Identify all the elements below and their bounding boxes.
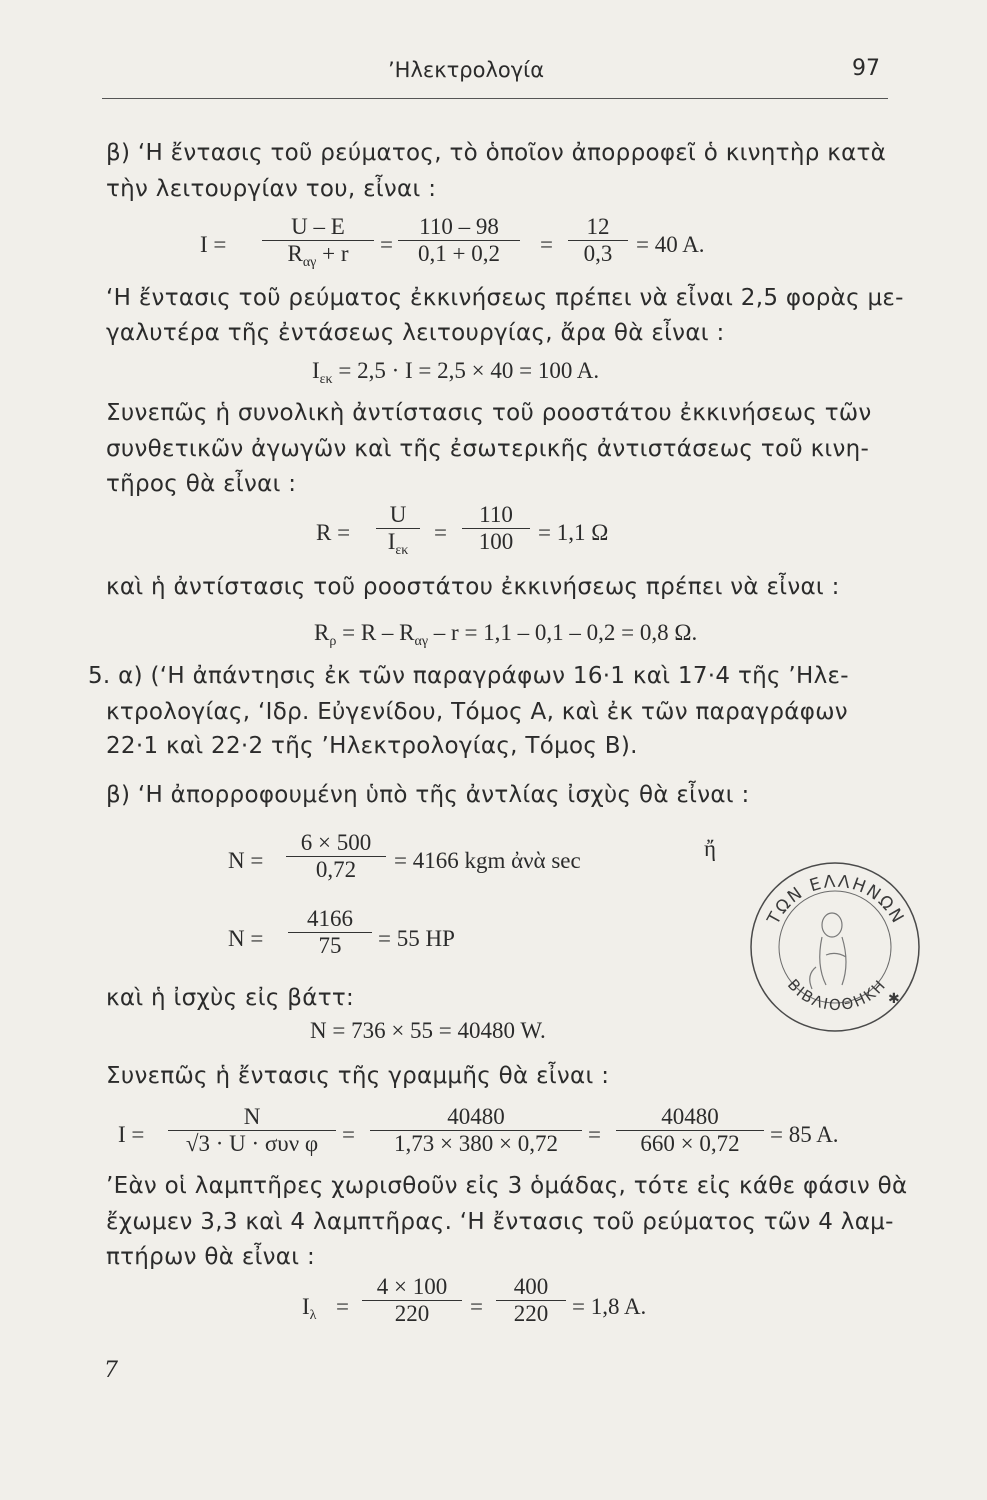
header-rule [102, 98, 888, 99]
equation-start-current: $I_{\varepsilon\kappa} = 2,5 \cdot I = 2,5 \times 40 = 100$ A. [312, 358, 600, 387]
text-line: β) ‘Η ἀπορροφουμένη ὑπὸ τῆς ἀντλίας ἰσχὺς θὰ εἶναι : [106, 782, 750, 808]
eq-lhs: $I_\lambda$ [302, 1294, 317, 1323]
text-line: καὶ ἡ ἀντίστασις τοῦ ροοστάτου ἐκκινήσεως πρέπει νὰ εἶναι : [106, 574, 840, 600]
text-line: κτρολογίας, ‘Ιδρ. Εὐγενίδου, Τόμος Α, καὶ ἐκ τῶν παραγράφων [106, 699, 848, 725]
text-line: β) ‘Η ἔντασις τοῦ ρεύματος, τὸ ὁποῖον ἀπορροφεῖ ὁ κινητὴρ κατὰ [106, 140, 887, 166]
fraction: $\frac{400}{220}$ [496, 1274, 566, 1327]
text-line: ‘Η ἔντασις τοῦ ρεύματος ἐκκινήσεως πρέπει νὰ εἶναι 2,5 φορὰς με- [106, 285, 904, 311]
eq-result: = 40 A. [636, 232, 705, 257]
fraction: U – E $R_{\alpha\gamma} + r$ [262, 214, 374, 271]
library-stamp [746, 855, 924, 1033]
text-line: ’Εὰν οἱ λαμπτῆρες χωρισθοῦν εἰς 3 ὁμάδας, τότε εἰς κάθε φάσιν θὰ [106, 1173, 908, 1199]
text-line: τῆρος θὰ εἶναι : [106, 471, 297, 497]
eq-lhs: R = [316, 520, 351, 545]
equation-watts: N = 736 × 55 = 40480 W. [310, 1018, 546, 1043]
eq-result: = 1,1 Ω [538, 520, 609, 545]
equals-sign: = [434, 520, 447, 545]
text-line: Συνεπῶς ἡ ἔντασις τῆς γραμμῆς θὰ εἶναι : [106, 1063, 610, 1089]
fraction: N √3 · U · συν φ [168, 1104, 336, 1157]
fraction: $\frac{110}{100}$ [462, 502, 530, 555]
or-word: ἤ [704, 836, 717, 861]
star-icon: ✱ [888, 991, 900, 1007]
fraction: U $I_{\varepsilon\kappa}$ [376, 502, 420, 559]
equals-sign: = [470, 1294, 483, 1319]
eq-result: = 55 HP [378, 926, 455, 951]
eq-lhs: I = [118, 1122, 145, 1147]
text-line: 5. α) (‘Η ἀπάντησις ἐκ τῶν παραγράφων 16·1 καὶ 17·4 τῆς ’Ηλε- [88, 663, 849, 689]
signature-mark: 7 [104, 1358, 118, 1383]
equals-sign: = [588, 1122, 601, 1147]
eq-lhs: I = [200, 232, 227, 257]
stamp-figure [810, 913, 846, 989]
text-line: πτήρων θὰ εἶναι : [106, 1244, 316, 1270]
eq-lhs: N = [228, 926, 264, 951]
fraction: $\frac{6 \times 500}{0,72}$ [286, 830, 386, 883]
fraction: $\frac{4 \times 100}{220}$ [362, 1274, 462, 1327]
fraction: $\frac{12}{0,3}$ [568, 214, 628, 267]
eq-lhs: N = [228, 848, 264, 873]
eq-result: = 85 A. [770, 1122, 839, 1147]
equals-sign: = [342, 1122, 355, 1147]
page-number: 97 [852, 56, 880, 81]
fraction: $\frac{40480}{1,73 \times 380 \times 0,72}$ [370, 1104, 582, 1157]
fraction: $\frac{110 - 98}{0,1 + 0,2}$ [398, 214, 520, 267]
svg-text:ΒΙΒΛΙΟΘΗΚΗ: ΒΙΒΛΙΟΘΗΚΗ [783, 975, 891, 1015]
running-header: ’Ηλεκτρολογία [388, 58, 545, 82]
equals-sign: = [380, 232, 393, 257]
text-line: ἔχωμεν 3,3 καὶ 4 λαμπτῆρας. ‘Η ἔντασις τοῦ ρεύματος τῶν 4 λαμ- [106, 1209, 894, 1235]
text-line: 22·1 καὶ 22·2 τῆς ’Ηλεκτρολογίας, Τόμος Β). [106, 733, 638, 759]
text-line: συνθετικῶν ἀγωγῶν καὶ τῆς ἐσωτερικῆς ἀντιστάσεως τοῦ κινη- [106, 436, 870, 462]
equals-sign: = [540, 232, 553, 257]
svg-text:ΤΩΝ ΕΛΛΗΝΩΝ: ΤΩΝ ΕΛΛΗΝΩΝ [763, 871, 909, 929]
text-line: γαλυτέρα τῆς ἐντάσεως λειτουργίας, ἄρα θὰ εἶναι : [106, 320, 725, 346]
fraction: $\frac{4166}{75}$ [288, 906, 372, 959]
text-line: καὶ ἡ ἰσχὺς εἰς βάττ: [106, 985, 355, 1011]
text-line: τὴν λειτουργίαν του, εἶναι : [106, 176, 437, 202]
eq-result: = 4166 kgm ἀνὰ sec [394, 848, 581, 873]
fraction: $\frac{40480}{660 \times 0,72}$ [616, 1104, 764, 1157]
equation-rheostat: $R_\rho = R - R_{\alpha\gamma} - r = 1,1 - 0,1 - 0,2 = 0,8$ Ω. [314, 620, 698, 649]
eq-result: = 1,8 A. [572, 1294, 647, 1319]
equals-sign: = [336, 1294, 349, 1319]
text-line: Συνεπῶς ἡ συνολικὴ ἀντίστασις τοῦ ροοστάτου ἐκκινήσεως τῶν [106, 400, 872, 426]
